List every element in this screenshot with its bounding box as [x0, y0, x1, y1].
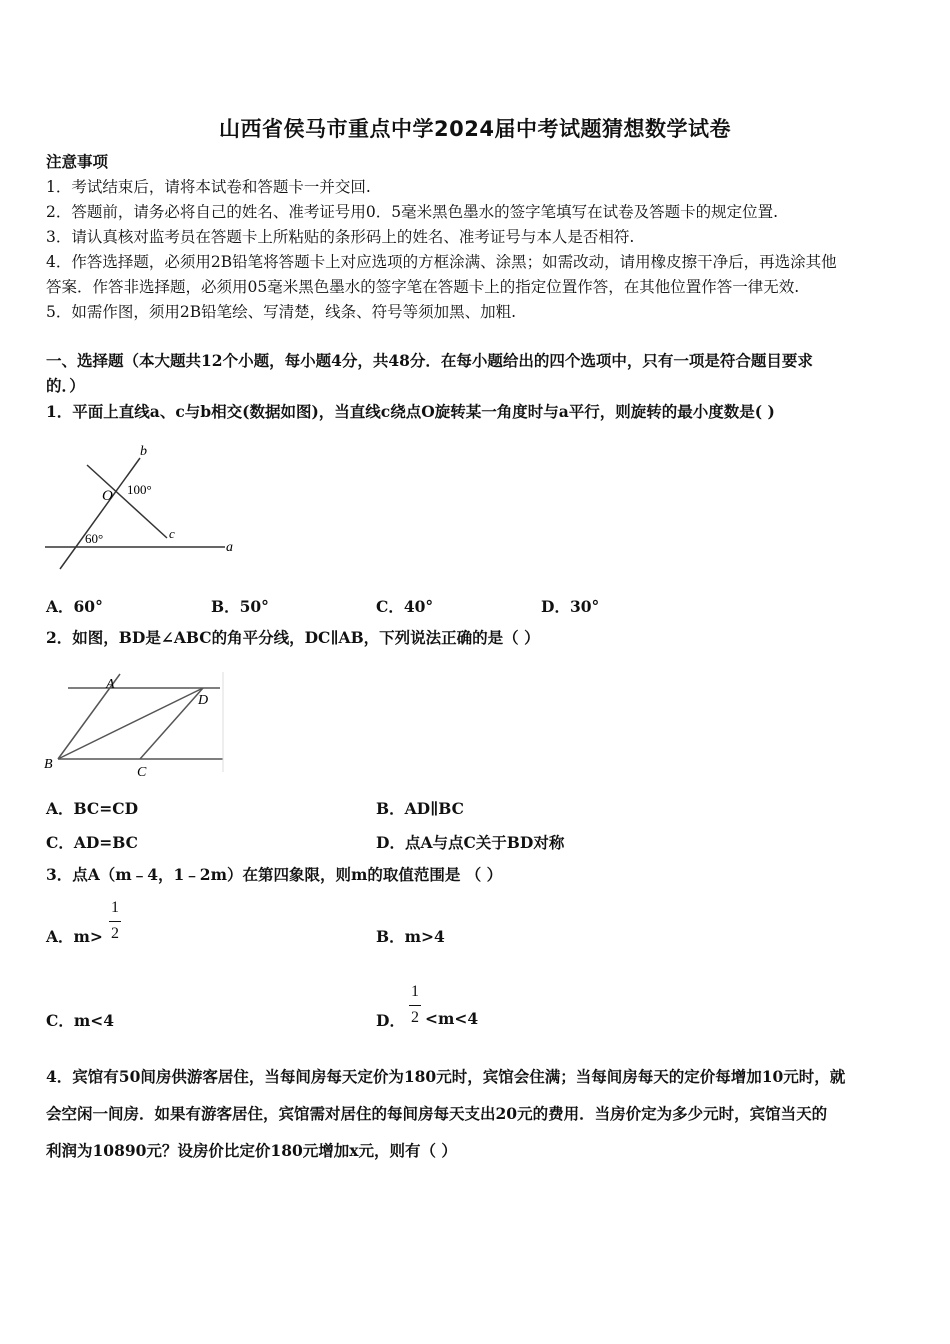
q2-option-a: A．BC=CD: [46, 799, 139, 818]
q3-option-d-fraction-bar: [409, 1005, 421, 1006]
line-DC: [140, 688, 203, 759]
label-100-degrees: 100°: [127, 482, 152, 497]
question-2-figure: [40, 664, 230, 784]
label-b: b: [140, 444, 147, 459]
q2-option-d: D．点A与点C关于BD对称: [376, 833, 565, 852]
q3-option-a-fraction-denominator: 2: [111, 925, 119, 942]
page-title: 山西省侯马市重点中学2024届中考试题猜想数学试卷: [219, 117, 731, 141]
question-3-stem: 3．点A（m﹣4，1﹣2m）在第四象限，则m的取值范围是 （ ）: [46, 865, 503, 884]
label-D: D: [198, 693, 209, 708]
line-BD: [58, 688, 203, 759]
label-O: O: [102, 488, 113, 504]
section-heading-line1: 一、选择题（本大题共12个小题，每小题4分，共48分．在每小题给出的四个选项中，只有一项是符合题目要求: [46, 351, 813, 370]
q3-option-d-suffix: <m<4: [425, 1009, 479, 1028]
question-4-line: 4．宾馆有50间房供游客居住，当每间房每天定价为180元时，宾馆会住满；当每间房每天的定价每增加10元时，就: [46, 1067, 846, 1086]
question-4-line: 利润为10890元？设房价比定价180元增加x元，则有（ ）: [46, 1141, 457, 1160]
q3-option-b: B．m>4: [376, 927, 445, 946]
label-a: a: [226, 540, 233, 555]
notice-item: 5．如需作图，须用2B铅笔绘、写清楚，线条、符号等须加黑、加粗.: [46, 303, 517, 321]
q3-option-d-prefix: D．: [376, 1011, 405, 1030]
notice-item: 2．答题前，请务必将自己的姓名、准考证号用0．5毫米黑色墨水的签字笔填写在试卷及答题卡的规定位置.: [46, 203, 779, 221]
q3-option-c: C．m<4: [46, 1011, 115, 1030]
q1-option-c: C．40°: [376, 597, 434, 616]
q3-option-a: A．m>: [46, 927, 103, 946]
notice-item: 4．作答选择题，必须用2B铅笔将答题卡上对应选项的方框涂满、涂黑；如需改动，请用橡皮擦干净后，再选涂其他: [46, 253, 837, 271]
question-4-line: 会空闲一间房．如果有游客居住，宾馆需对居住的每间房每天支出20元的费用．当房价定为多少元时，宾馆当天的: [46, 1104, 828, 1123]
label-C: C: [137, 765, 147, 780]
q1-option-d: D．30°: [541, 597, 600, 616]
question-2-stem: 2．如图，BD是∠ABC的角平分线，DC∥AB，下列说法正确的是（ ）: [46, 628, 540, 647]
section-heading-line2: 的．）: [46, 376, 85, 395]
question-1-stem: 1．平面上直线a、c与b相交(数据如图)，当直线c绕点O旋转某一角度时与a平行，则旋转的最小度数是( ): [46, 402, 775, 421]
q2-option-c: C．AD=BC: [46, 833, 139, 852]
label-c: c: [169, 526, 175, 541]
q3-option-a-fraction-bar: [109, 921, 121, 922]
line-b: [60, 458, 140, 569]
q2-option-b: B．AD∥BC: [376, 799, 464, 818]
q1-option-b: B．50°: [211, 597, 269, 616]
q1-option-a: A．60°: [46, 597, 103, 616]
q3-option-d-fraction-numerator: 1: [411, 983, 419, 1000]
label-A: A: [106, 677, 115, 692]
notice-heading: 注意事项: [46, 152, 109, 171]
notice-item: 答案．作答非选择题，必须用05毫米黑色墨水的签字笔在答题卡上的指定位置作答，在其他位置作答一律无效.: [46, 278, 800, 296]
q3-option-d-fraction-denominator: 2: [411, 1009, 419, 1026]
q3-option-a-fraction-numerator: 1: [111, 899, 119, 916]
label-B: B: [44, 757, 53, 772]
notice-item: 1．考试结束后，请将本试卷和答题卡一并交回.: [46, 178, 371, 196]
notice-item: 3．请认真核对监考员在答题卡上所粘贴的条形码上的姓名、准考证号与本人是否相符.: [46, 228, 635, 246]
label-60-degrees: 60°: [85, 531, 104, 546]
question-1-figure: [40, 438, 250, 578]
